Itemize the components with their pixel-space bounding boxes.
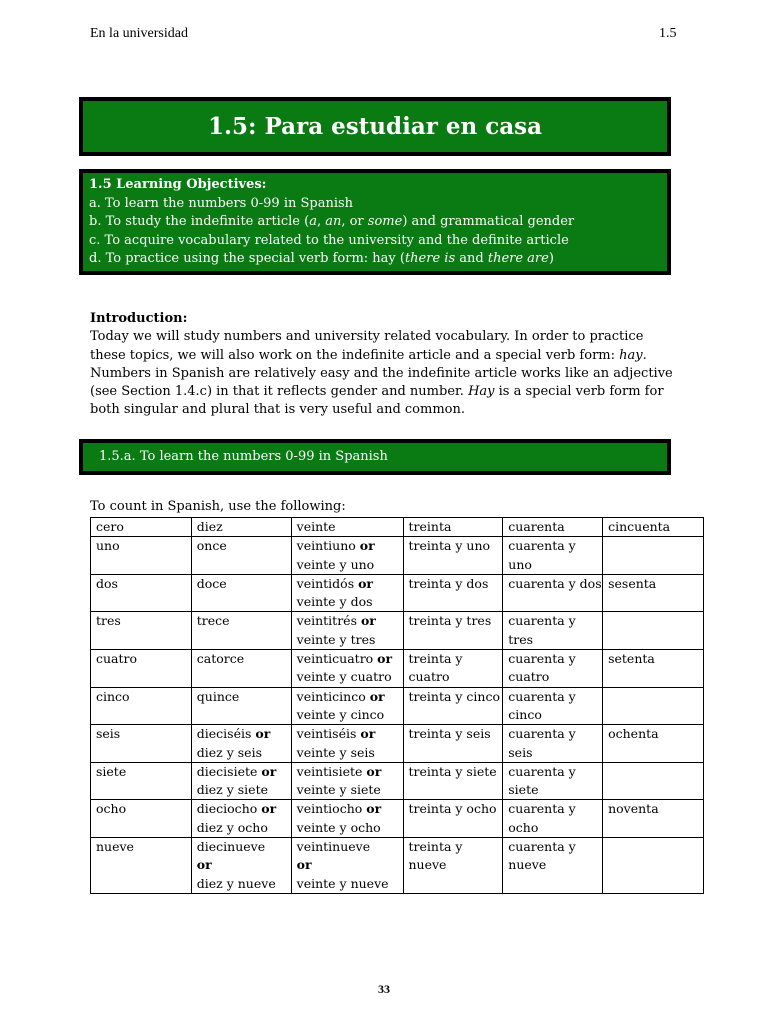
objectives-heading: 1.5 Learning Objectives:	[89, 177, 267, 192]
cell-tens: sesenta	[603, 574, 704, 612]
cell-teens: doce	[191, 574, 291, 612]
cell-thirties: treinta y siete	[403, 762, 503, 800]
cell-units: cuatro	[91, 650, 192, 688]
title-banner	[79, 97, 671, 156]
cell-tens: setenta	[603, 650, 704, 688]
page-number: 33	[378, 982, 390, 996]
cell-forties: cuarenta y cuatro	[503, 650, 603, 688]
cell-tens: ochenta	[603, 725, 704, 763]
cell-units: nueve	[91, 838, 192, 894]
cell-tens	[603, 838, 704, 894]
cell-teens: trece	[191, 612, 291, 650]
table-row	[91, 518, 704, 537]
cell-teens: diez	[191, 518, 291, 537]
introduction-section	[90, 310, 680, 420]
cell-units: uno	[91, 537, 192, 575]
cell-forties: cuarenta	[503, 518, 603, 537]
cell-tens	[603, 687, 704, 725]
table-row	[91, 838, 704, 894]
cell-teens: quince	[191, 687, 291, 725]
cell-thirties: treinta	[403, 518, 503, 537]
cell-twenties: veintiséis or veinte y seis	[291, 725, 403, 763]
cell-forties: cuarenta y dos	[503, 574, 603, 612]
cell-units: seis	[91, 725, 192, 763]
cell-thirties: treinta y cuatro	[403, 650, 503, 688]
cell-twenties: veintidós or veinte y dos	[291, 574, 403, 612]
table-row	[91, 612, 704, 650]
cell-forties: cuarenta y cinco	[503, 687, 603, 725]
section-banner	[79, 439, 671, 475]
table-row	[91, 574, 704, 612]
cell-thirties: treinta y ocho	[403, 800, 503, 838]
cell-forties: cuarenta y tres	[503, 612, 603, 650]
objective-b: b. To study the indefinite article (a, an, or some) and grammatical gender	[89, 214, 575, 229]
page-title: 1.5: Para estudiar en casa	[207, 113, 543, 140]
cell-thirties: treinta y cinco	[403, 687, 503, 725]
learning-objectives-box	[79, 169, 671, 275]
cell-units: dos	[91, 574, 192, 612]
section-title: 1.5.a. To learn the numbers 0-99 in Spanish	[99, 449, 388, 464]
cell-tens	[603, 537, 704, 575]
introduction-paragraph: Today we will study numbers and university related vocabulary. In order to practice these topics, we will also work on the indefinite article and a special verb form: hay. Numbers in Spanish are relatively easy and the indefinite article works like an adjective (see Section 1.4.c) in that it reflects gender and number. Hay is a special verb form for both singular and plural that is very useful and common.	[90, 329, 673, 418]
cell-thirties: treinta y dos	[403, 574, 503, 612]
cell-teens: diecisiete or diez y siete	[191, 762, 291, 800]
table-row	[91, 687, 704, 725]
table-row	[91, 537, 704, 575]
objective-a: a. To learn the numbers 0-99 in Spanish	[89, 195, 354, 211]
cell-twenties: veintisiete or veinte y siete	[291, 762, 403, 800]
cell-teens: diecinueve or diez y nueve	[191, 838, 291, 894]
cell-forties: cuarenta y seis	[503, 725, 603, 763]
cell-tens: noventa	[603, 800, 704, 838]
cell-tens: cincuenta	[603, 518, 704, 537]
cell-twenties: veintiuno or veinte y uno	[291, 537, 403, 575]
cell-thirties: treinta y nueve	[403, 838, 503, 894]
table-row	[91, 650, 704, 688]
cell-teens: once	[191, 537, 291, 575]
cell-teens: catorce	[191, 650, 291, 688]
cell-units: cero	[91, 518, 192, 537]
running-header-left: En la universidad	[90, 26, 188, 41]
cell-forties: cuarenta y nueve	[503, 838, 603, 894]
numbers-table	[90, 517, 704, 894]
table-row	[91, 762, 704, 800]
cell-thirties: treinta y tres	[403, 612, 503, 650]
cell-twenties: veintiocho or veinte y ocho	[291, 800, 403, 838]
running-header-right: 1.5	[659, 26, 677, 41]
cell-forties: cuarenta y uno	[503, 537, 603, 575]
cell-thirties: treinta y seis	[403, 725, 503, 763]
cell-twenties: veinte	[291, 518, 403, 537]
cell-teens: dieciocho or diez y ocho	[191, 800, 291, 838]
cell-tens	[603, 612, 704, 650]
objective-d: d. To practice using the special verb form: hay (there is and there are)	[89, 251, 554, 266]
cell-teens: dieciséis or diez y seis	[191, 725, 291, 763]
cell-units: siete	[91, 762, 192, 800]
cell-forties: cuarenta y ocho	[503, 800, 603, 838]
cell-units: ocho	[91, 800, 192, 838]
table-row	[91, 725, 704, 763]
cell-units: cinco	[91, 687, 192, 725]
cell-forties: cuarenta y siete	[503, 762, 603, 800]
cell-thirties: treinta y uno	[403, 537, 503, 575]
cell-units: tres	[91, 612, 192, 650]
cell-twenties: veinticuatro or veinte y cuatro	[291, 650, 403, 688]
table-row	[91, 800, 704, 838]
introduction-heading: Introduction:	[90, 311, 188, 326]
objective-c: c. To acquire vocabulary related to the university and the definite article	[89, 232, 569, 248]
cell-twenties: veintitrés or veinte y tres	[291, 612, 403, 650]
count-intro-text: To count in Spanish, use the following:	[90, 499, 346, 514]
cell-twenties: veintinueve or veinte y nueve	[291, 838, 403, 894]
cell-tens	[603, 762, 704, 800]
cell-twenties: veinticinco or veinte y cinco	[291, 687, 403, 725]
